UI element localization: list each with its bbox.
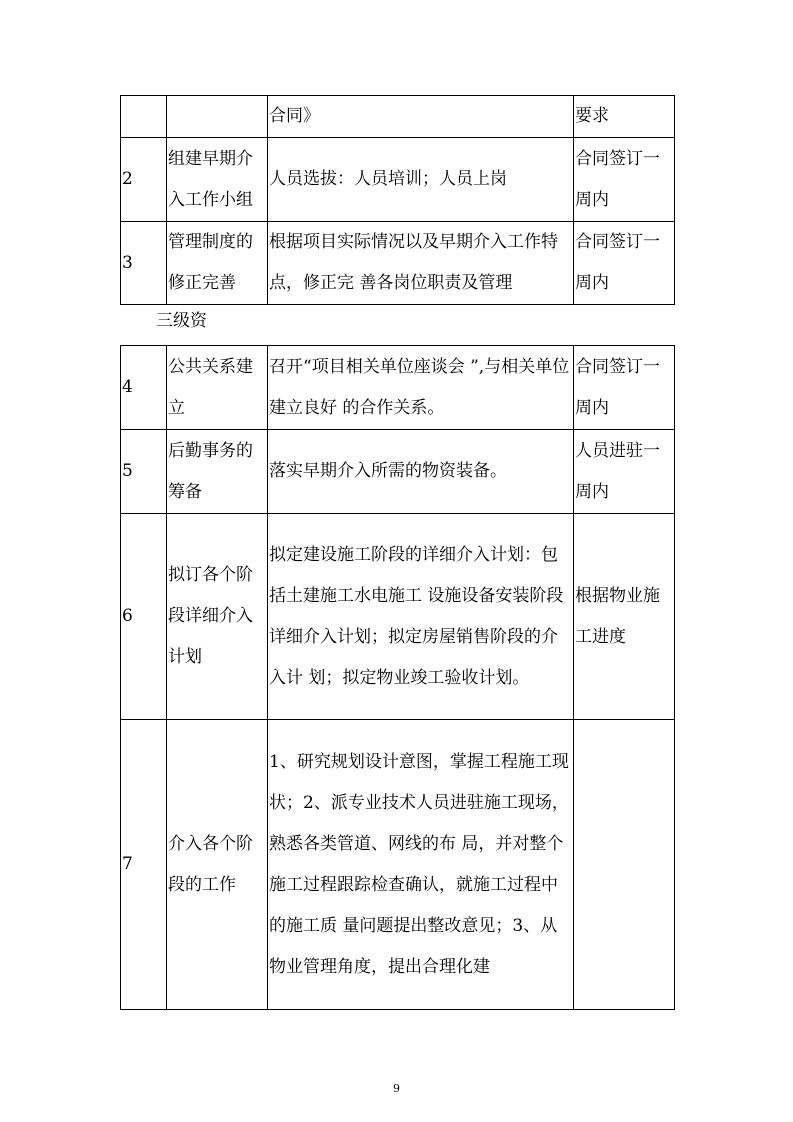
table-row <box>121 96 675 138</box>
table-row <box>121 138 675 222</box>
cell-num: 4 <box>121 346 167 430</box>
table-row <box>121 720 675 1010</box>
cell-num: 5 <box>121 430 167 514</box>
cell-time: 人员进驻一周内 <box>574 430 675 514</box>
cell-item: 组建早期介入工作小组 <box>167 138 268 222</box>
cell-item: 管理制度的修正完善 <box>167 222 268 305</box>
cell-num: 6 <box>121 514 167 720</box>
table-row <box>121 346 675 430</box>
cell-item: 公共关系建立 <box>167 346 268 430</box>
cell-content: 合同》 <box>268 96 574 138</box>
cell-item: 拟订各个阶段详细介入计划 <box>167 514 268 720</box>
work-plan-table-bottom <box>120 345 675 1010</box>
cell-content: 人员选拔：人员培训；人员上岗 <box>268 138 574 222</box>
cell-content: 召开“项目相关单位座谈会 ”,与相关单位建立良好 的合作关系。 <box>268 346 574 430</box>
cell-num: 3 <box>121 222 167 305</box>
section-heading: 三级资 <box>156 311 207 331</box>
cell-time: 合同签订一周内 <box>574 222 675 305</box>
table-row <box>121 430 675 514</box>
cell-content: 拟定建设施工阶段的详细介入计划：包括土建施工水电施工 设施设备安装阶段详细介入计划；拟定房屋销售阶段的介入计 划；拟定物业竣工验收计划。 <box>268 514 574 720</box>
table-row <box>121 222 675 305</box>
cell-item <box>167 96 268 138</box>
cell-item: 介入各个阶段的工作 <box>167 720 268 1010</box>
cell-item: 后勤事务的筹备 <box>167 430 268 514</box>
cell-num: 2 <box>121 138 167 222</box>
page-number: 9 <box>393 1082 400 1095</box>
cell-time <box>574 720 675 1010</box>
table-row <box>121 514 675 720</box>
cell-content: 根据项目实际情况以及早期介入工作特点，修正完 善各岗位职责及管理 <box>268 222 574 305</box>
cell-time: 根据物业施工进度 <box>574 514 675 720</box>
cell-num: 7 <box>121 720 167 1010</box>
cell-content: 落实早期介入所需的物资装备。 <box>268 430 574 514</box>
cell-time: 合同签订一周内 <box>574 346 675 430</box>
cell-content: 1、研究规划设计意图，掌握工程施工现状；2、派专业技术人员进驻施工现场，熟悉各类管道、网线的布 局，并对整个施工过程跟踪检查确认，就施工过程中的施工质 量问题提出整改意见；3、从物业管理角度，提出合理化建 <box>268 720 574 1010</box>
work-plan-table-top <box>120 95 675 305</box>
cell-time: 要求 <box>574 96 675 138</box>
cell-num <box>121 96 167 138</box>
cell-time: 合同签订一周内 <box>574 138 675 222</box>
